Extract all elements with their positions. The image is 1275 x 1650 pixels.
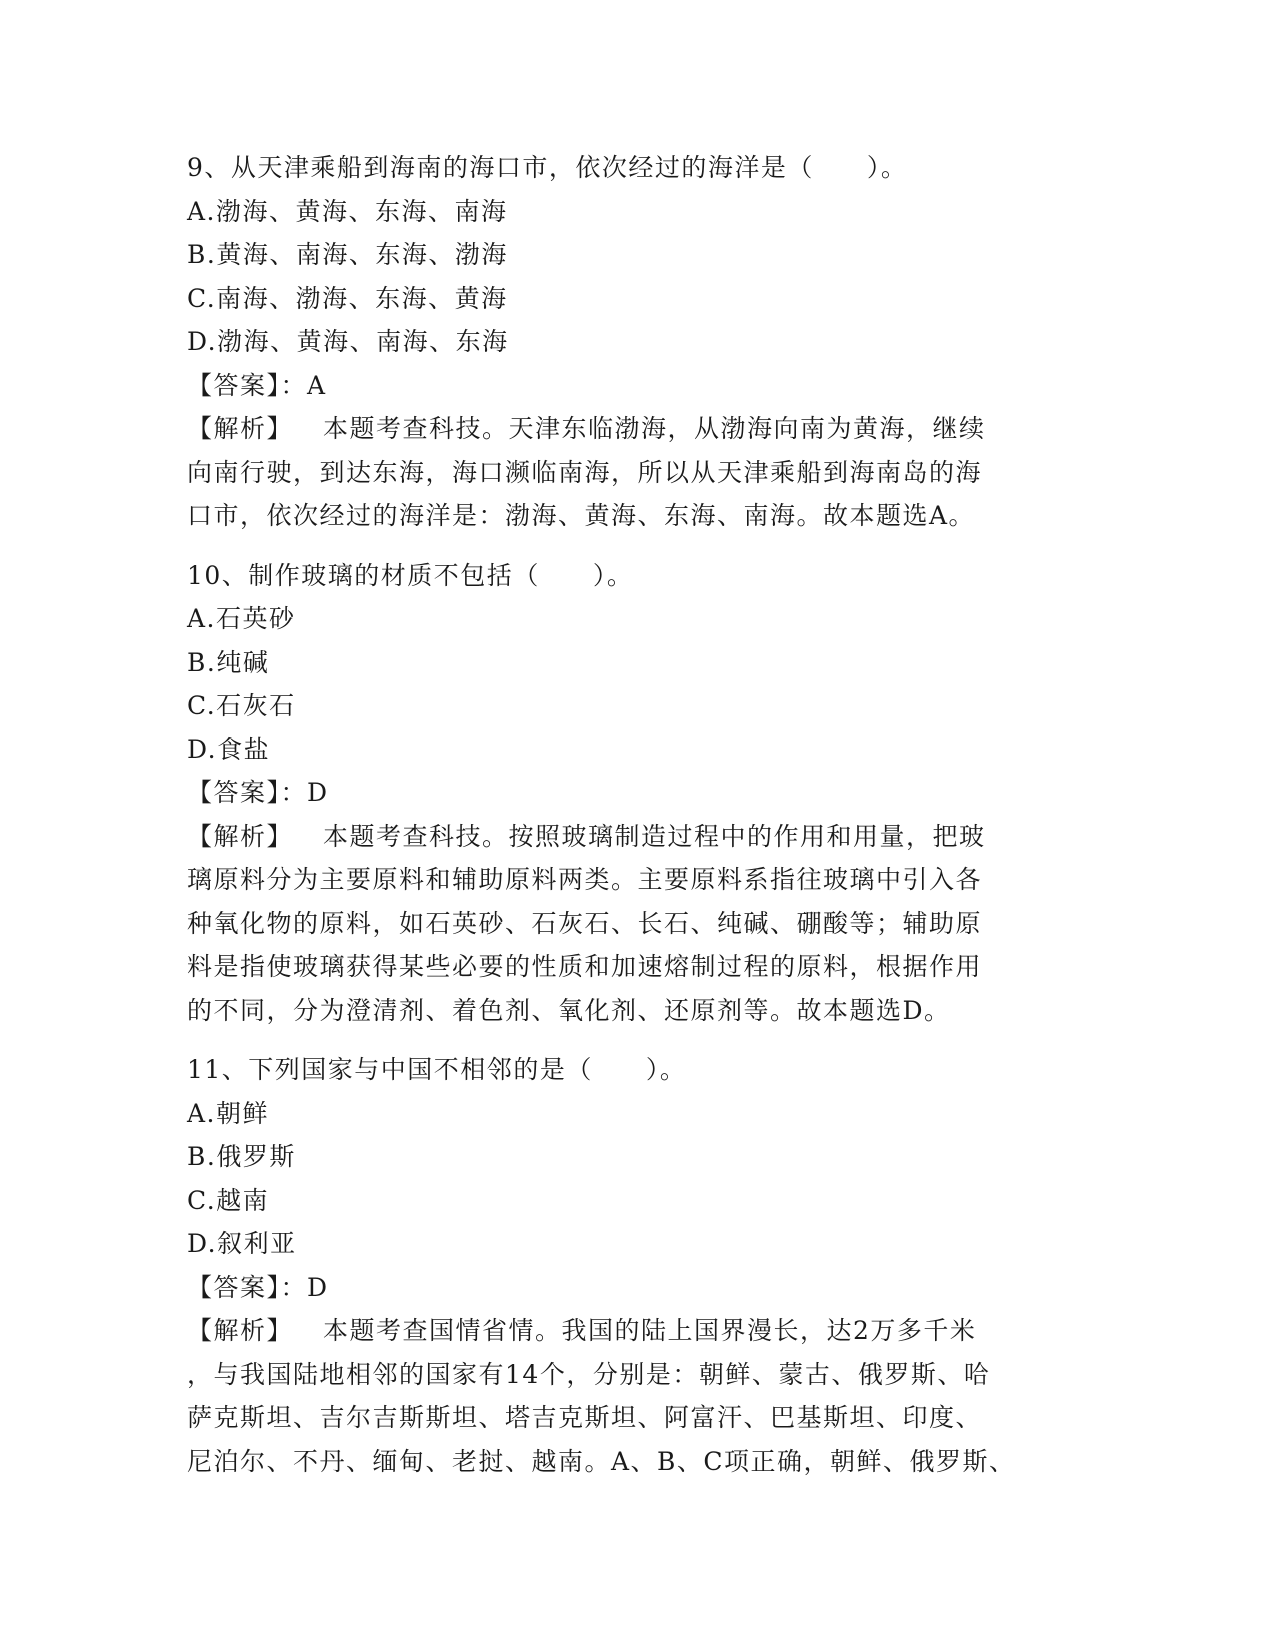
explanation-line [187, 815, 1087, 859]
explanation-line [187, 1309, 1087, 1353]
explanation-line: 尼泊尔、不丹、缅甸、老挝、越南。A、B、C项正确，朝鲜、俄罗斯、 [187, 1446, 1016, 1476]
option-d: D.食盐 [187, 734, 271, 764]
question-stem: 10、制作玻璃的材质不包括（ ）。 [187, 560, 634, 590]
answer: 【答案】：D [187, 778, 329, 807]
option-a: A.渤海、黄海、东海、南海 [187, 196, 508, 226]
answer: 【答案】：D [187, 1272, 329, 1302]
explanation-label: 【解析】 [187, 414, 294, 443]
option-a: A.石英砂 [187, 604, 296, 633]
question-stem: 11、下列国家与中国不相邻的是（ ）。 [187, 1055, 687, 1084]
explanation-label: 【解析】 [187, 1316, 294, 1345]
explanation-text: 本题考查国情省情。我国的陆上国界漫长，达2万多千米 [323, 1316, 977, 1345]
explanation-line: 向南行驶，到达东海，海口濒临南海，所以从天津乘船到海南岛的海 [187, 457, 983, 487]
answer: 【答案】：A [187, 370, 327, 400]
option-d: D.叙利亚 [187, 1229, 297, 1258]
explanation-line: 璃原料分为主要原料和辅助原料两类。主要原料系指往玻璃中引入各 [187, 865, 983, 894]
explanation-label: 【解析】 [187, 821, 294, 851]
explanation-line [187, 407, 1087, 451]
option-b: B.纯碱 [187, 647, 270, 677]
explanation-line: 的不同，分为澄清剂、着色剂、氧化剂、还原剂等。故本题选D。 [187, 995, 951, 1025]
question-11 [187, 1048, 1087, 1483]
explanation-line: ，与我国陆地相邻的国家有14个，分别是：朝鲜、蒙古、俄罗斯、哈 [187, 1359, 991, 1389]
question-list [187, 146, 1087, 1499]
option-b: B.黄海、南海、东海、渤海 [187, 240, 508, 269]
explanation-line: 料是指使玻璃获得某些必要的性质和加速熔制过程的原料，根据作用 [187, 952, 983, 981]
option-a: A.朝鲜 [187, 1098, 270, 1128]
question-9 [187, 146, 1087, 538]
explanation-text: 本题考查科技。天津东临渤海，从渤海向南为黄海，继续 [323, 414, 986, 443]
explanation-line: 口市，依次经过的海洋是：渤海、黄海、东海、南海。故本题选A。 [187, 501, 976, 530]
option-b: B.俄罗斯 [187, 1142, 296, 1171]
option-c: C.越南 [187, 1185, 270, 1215]
option-d: D.渤海、黄海、南海、东海 [187, 327, 509, 356]
question-stem: 9、从天津乘船到海南的海口市，依次经过的海洋是（ ）。 [187, 153, 908, 182]
explanation-line: 种氧化物的原料，如石英砂、石灰石、长石、纯碱、硼酸等；辅助原 [187, 908, 983, 938]
question-10 [187, 554, 1087, 1033]
option-c: C.南海、渤海、东海、黄海 [187, 283, 508, 313]
option-c: C.石灰石 [187, 691, 296, 720]
explanation-text: 本题考查科技。按照玻璃制造过程中的作用和用量，把玻 [323, 821, 986, 851]
explanation-line: 萨克斯坦、吉尔吉斯斯坦、塔吉克斯坦、阿富汗、巴基斯坦、印度、 [187, 1403, 983, 1432]
